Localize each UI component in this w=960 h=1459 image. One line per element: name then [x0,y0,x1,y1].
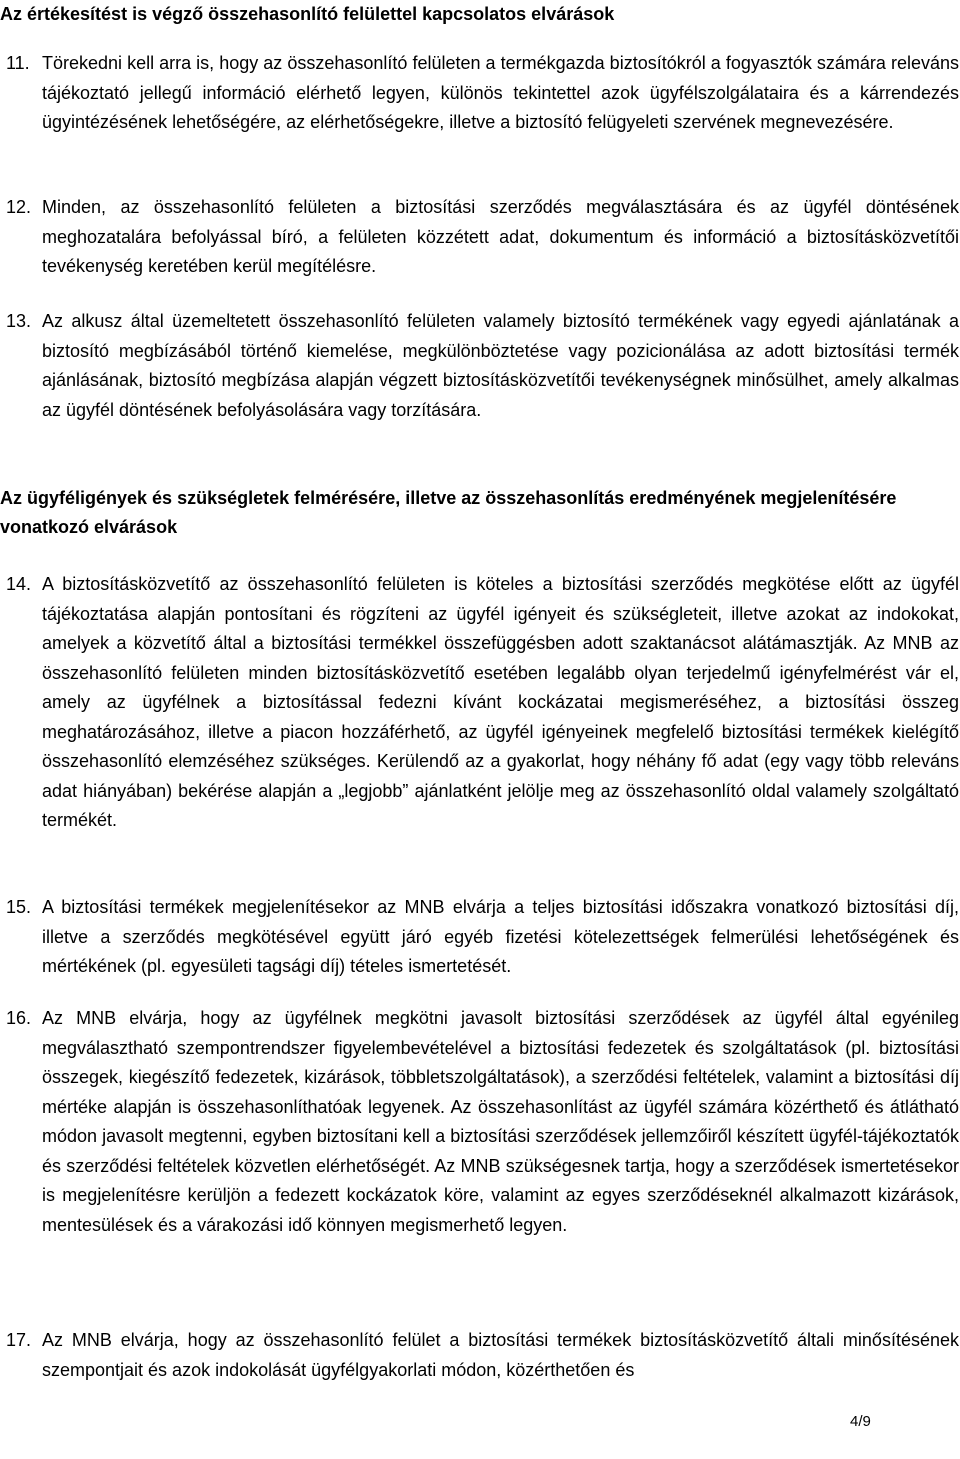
item-number: 14. [6,574,32,594]
item-number: 17. [6,1330,32,1350]
item-number: 13. [6,311,32,331]
item-text: Az alkusz által üzemeltetett összehasonlító felületen valamely biztosító termékének vagy egyedi ajánlatának a biztosító megbízásából történő kiemelése, megkülönböztetése vagy pozicionálása az adott biztosítási termék ajánlásának, biztosító megbízása alapján végzett biztosításközvetítői tevékenységnek minősülhet, amely alkalmas az ügyfél döntésének befolyásolására vagy torzítására. [42,311,959,420]
item-number: 16. [6,1008,32,1028]
item-text: Minden, az összehasonlító felületen a biztosítási szerződés megválasztására és az ügyfél döntésének meghozatalára befolyással bíró, a felületen közzétett adat, dokumentum és információ a biztosításközvetítői tevékenység keretében kerül megítélésre. [42,197,959,276]
section-heading-customer-needs: Az ügyféligények és szükségletek felmérésére, illetve az összehasonlítás eredményének megjelenítésére vonatkozó elvárások [0,488,897,537]
item-text: Törekedni kell arra is, hogy az összehasonlító felületen a termékgazda biztosítókról a fogyasztók számára releváns tájékoztató jellegű információ elérhető legyen, különös tekintettel azok ügyfélszolgálataira és a kárrendezés ügyintézésének lehetőségére, az elérhetőségekre, illetve a biztosító felügyeleti szervének megnevezésére. [42,53,959,132]
list-item-12 [0,193,959,282]
list-item-11 [0,49,959,138]
item-text: Az MNB elvárja, hogy az összehasonlító felület a biztosítási termékek biztosításközvetítő általi minősítésének szempontjait és azok indokolását ügyfélgyakorlati módon, közérthetően és [42,1330,959,1380]
list-item-14 [0,570,959,836]
section-heading-sales-comparison: Az értékesítést is végző összehasonlító felülettel kapcsolatos elvárások [0,4,615,24]
page-number: 4/9 [850,1413,871,1430]
list-item-16 [0,1004,959,1240]
list-item-15 [0,893,959,982]
list-item-13 [0,307,959,425]
item-text: A biztosításközvetítő az összehasonlító felületen is köteles a biztosítási szerződés megkötése előtt az ügyfél tájékoztatása alapján pontosítani és rögzíteni az ügyfél igényeit és szükségleteit, illetve azokat az indokokat, amelyek a közvetítő által a biztosítási termékkel összefüggésben adott szaktanácsot alátámasztják. Az MNB az összehasonlító felületen minden biztosításközvetítő esetében legalább olyan terjedelmű igényfelmérést vár el, amely az ügyfélnek a biztosítással fedezni kívánt kockázatai megismeréséhez, a biztosítási összeg meghatározásához, illetve a piacon hozzáférhető, az ügyfél igényeinek megfelelő biztosítási termékek kielégítő összehasonlító elemzéséhez szükséges. Kerülendő az a gyakorlat, hogy néhány fő adat (egy vagy több releváns adat hiányában) bekérése alapján a „legjobb” ajánlatként jelölje meg az összehasonlító oldal valamely szolgáltató termékét. [42,574,959,830]
item-text: A biztosítási termékek megjelenítésekor az MNB elvárja a teljes biztosítási időszakra vonatkozó biztosítási díj, illetve a szerződés megkötésével együtt járó egyéb fizetési kötelezettségek felmerülési lehetőségének és mértékének (pl. egyesületi tagsági díj) tételes ismertetését. [42,897,959,976]
item-number: 15. [6,897,32,917]
list-item-17 [0,1326,959,1385]
item-number: 11. [6,53,30,73]
item-number: 12. [6,197,32,217]
item-text: Az MNB elvárja, hogy az ügyfélnek megkötni javasolt biztosítási szerződések az ügyfél által egyénileg megválasztható szempontrendszer figyelembevételével a biztosítási fedezetek és szolgáltatások (pl. biztosítási összegek, kiegészítő fedezetek, kizárások, többletszolgáltatások), a szerződési feltételek, valamint a biztosítási díj mértéke alapján is összehasonlíthatóak legyenek. Az összehasonlítást az ügyfél számára közérthető és átlátható módon javasolt megtenni, egyben biztosítani kell a biztosítási szerződések jellemzőiről készített ügyfél-tájékoztatók és szerződési feltételek közvetlen elérhetőségét. Az MNB szükségesnek tartja, hogy a szerződések ismertetésekor is megjelenítésre kerüljön a fedezett kockázatok köre, valamint az egyes szerződéseknél alkalmazott kizárások, mentesülések és a várakozási idő könnyen megismerhető legyen. [42,1008,959,1235]
